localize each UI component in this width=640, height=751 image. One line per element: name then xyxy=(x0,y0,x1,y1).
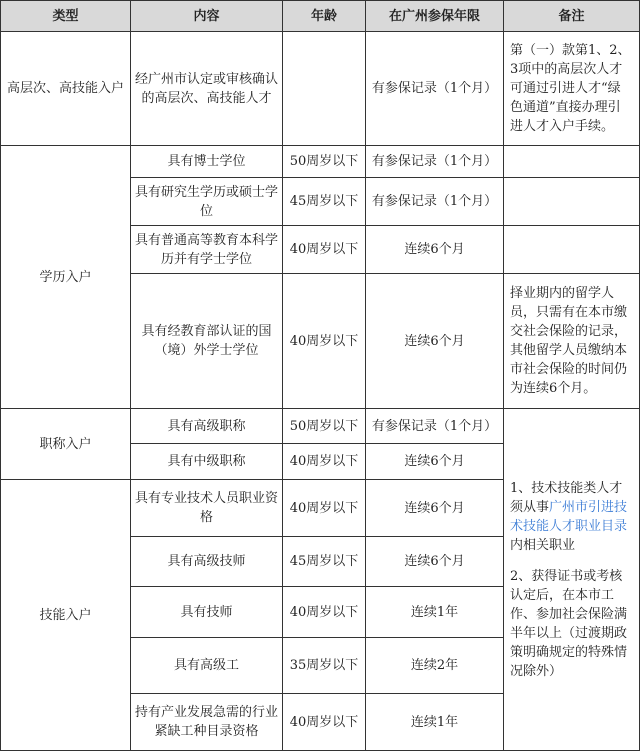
content-cell: 具有技师 xyxy=(131,587,283,638)
note-skill-1-prefix: 1、技术技能类人才须从事 xyxy=(510,480,623,515)
age-cell: 40周岁以下 xyxy=(283,480,366,537)
content-cell: 具有普通高等教育本科学历并有学士学位 xyxy=(131,226,283,274)
content-cell: 具有经教育部认证的国（境）外学士学位 xyxy=(131,274,283,409)
note-cell-skill xyxy=(504,409,640,751)
type-cell-title: 职称入户 xyxy=(1,409,131,480)
type-cell-high: 高层次、高技能入户 xyxy=(1,32,131,146)
age-cell: 50周岁以下 xyxy=(283,146,366,178)
years-cell: 连续6个月 xyxy=(366,444,504,480)
header-years: 在广州参保年限 xyxy=(366,1,504,32)
age-cell: 40周岁以下 xyxy=(283,226,366,274)
content-cell: 具有中级职称 xyxy=(131,444,283,480)
table-row xyxy=(1,146,640,178)
years-cell: 有参保记录（1个月） xyxy=(366,146,504,178)
content-cell: 具有专业技术人员职业资格 xyxy=(131,480,283,537)
age-cell: 45周岁以下 xyxy=(283,537,366,587)
content-cell: 具有研究生学历或硕士学位 xyxy=(131,178,283,226)
note-cell-high: 第（一）款第1、2、3项中的高层次人才可通过引进人才“绿色通道”直接办理引进人才入户手续。 xyxy=(504,32,640,146)
years-cell: 有参保记录（1个月） xyxy=(366,178,504,226)
content-cell: 具有高级工 xyxy=(131,638,283,694)
content-cell: 具有博士学位 xyxy=(131,146,283,178)
years-cell: 连续6个月 xyxy=(366,480,504,537)
age-cell: 40周岁以下 xyxy=(283,694,366,751)
years-cell: 有参保记录（1个月） xyxy=(366,409,504,444)
years-cell: 连续1年 xyxy=(366,587,504,638)
years-cell: 连续1年 xyxy=(366,694,504,751)
years-cell: 连续2年 xyxy=(366,638,504,694)
header-note: 备注 xyxy=(504,1,640,32)
note-cell-edu: 择业期内的留学人员，只需有在本市缴交社会保险的记录，其他留学人员缴纳本市社会保险的时间仍为连续6个月。 xyxy=(504,274,640,409)
age-cell: 40周岁以下 xyxy=(283,444,366,480)
type-cell-skill: 技能入户 xyxy=(1,480,131,751)
content-cell: 具有高级技师 xyxy=(131,537,283,587)
header-age: 年龄 xyxy=(283,1,366,32)
years-cell: 连续6个月 xyxy=(366,537,504,587)
note-skill-1-suffix: 内相关职业 xyxy=(510,537,576,553)
note-cell-empty xyxy=(504,178,640,226)
years-cell: 有参保记录（1个月） xyxy=(366,32,504,146)
note-skill-2: 2、获得证书或考核认定后，在本市工作、参加社会保险满半年以上（过渡期政策明确规定的特殊情况除外） xyxy=(510,568,628,679)
table-row xyxy=(1,32,640,146)
occupation-catalog-link[interactable]: 广州市引进技术技能人才职业目录 xyxy=(510,499,628,534)
table-row xyxy=(1,409,640,444)
age-cell: 45周岁以下 xyxy=(283,178,366,226)
header-content: 内容 xyxy=(131,1,283,32)
content-cell: 经广州市认定或审核确认的高层次、高技能人才 xyxy=(131,32,283,146)
header-type: 类型 xyxy=(1,1,131,32)
age-cell xyxy=(283,32,366,146)
content-cell: 持有产业发展急需的行业紧缺工种目录资格 xyxy=(131,694,283,751)
header-row xyxy=(1,1,640,32)
years-cell: 连续6个月 xyxy=(366,226,504,274)
age-cell: 40周岁以下 xyxy=(283,274,366,409)
age-cell: 35周岁以下 xyxy=(283,638,366,694)
note-cell-empty xyxy=(504,146,640,178)
age-cell: 40周岁以下 xyxy=(283,587,366,638)
note-cell-empty xyxy=(504,226,640,274)
years-cell: 连续6个月 xyxy=(366,274,504,409)
content-cell: 具有高级职称 xyxy=(131,409,283,444)
age-cell: 50周岁以下 xyxy=(283,409,366,444)
type-cell-edu: 学历入户 xyxy=(1,146,131,409)
